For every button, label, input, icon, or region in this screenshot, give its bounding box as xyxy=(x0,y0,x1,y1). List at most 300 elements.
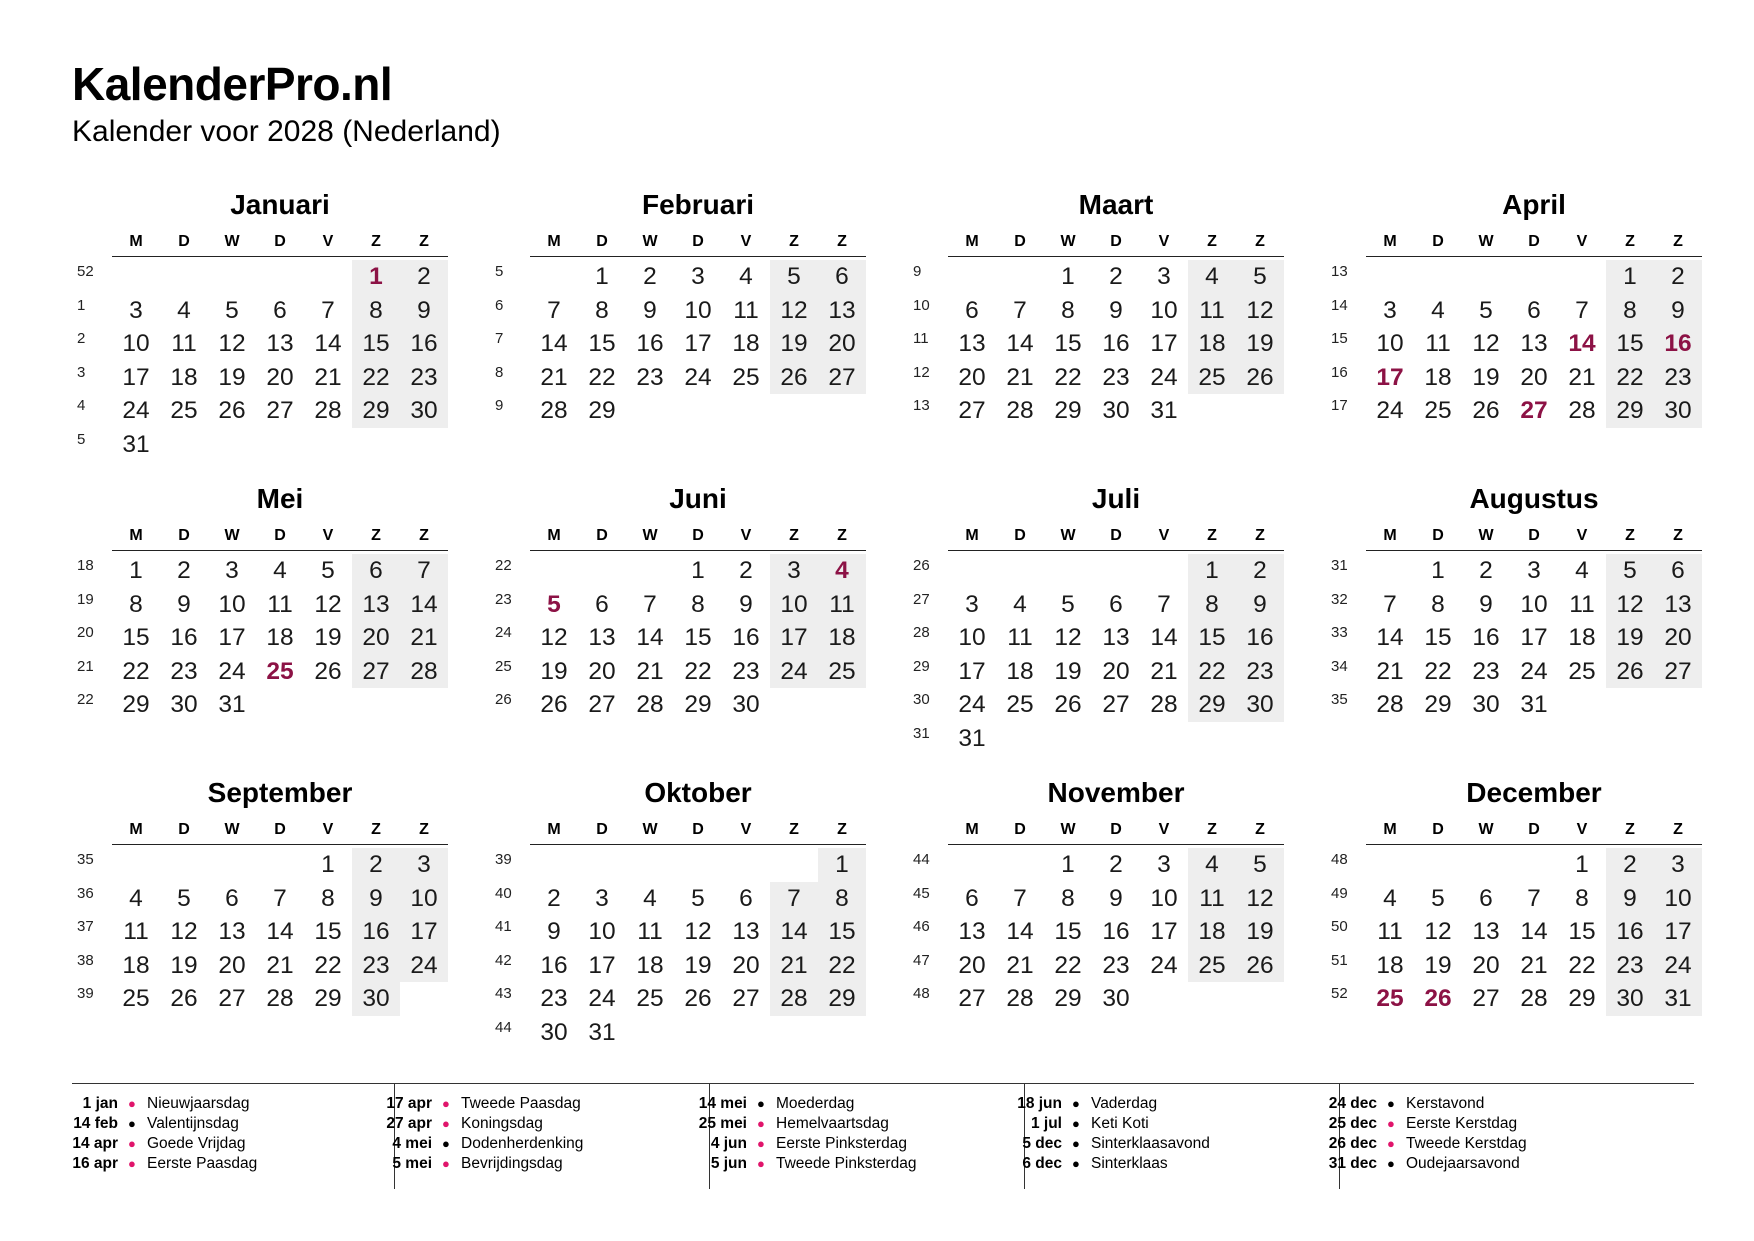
weekday-header: M xyxy=(1383,233,1397,250)
week-number: 46 xyxy=(913,918,930,936)
day-cell: 29 xyxy=(1616,397,1644,425)
weekday-underline xyxy=(530,844,866,845)
week-number: 39 xyxy=(77,985,94,1003)
day-cell: 27 xyxy=(828,363,856,391)
day-cell: 16 xyxy=(170,624,198,652)
day-cell: 24 xyxy=(588,985,616,1013)
day-cell: 18 xyxy=(1568,624,1596,652)
day-cell: 10 xyxy=(1664,884,1692,912)
holiday-dot-icon: ● xyxy=(1387,1156,1395,1171)
day-cell: 22 xyxy=(1054,951,1082,979)
weekday-header: M xyxy=(547,821,561,838)
weekday-header: D xyxy=(692,527,704,544)
week-number: 4 xyxy=(77,397,86,415)
day-cell: 7 xyxy=(547,296,561,324)
weekday-underline xyxy=(948,256,1284,257)
day-cell: 28 xyxy=(1006,985,1034,1013)
day-cell: 10 xyxy=(1376,330,1404,358)
holiday-date: 4 jun xyxy=(710,1135,747,1152)
month-title: Maart xyxy=(1078,189,1154,220)
day-cell: 31 xyxy=(1150,397,1178,425)
week-number: 8 xyxy=(495,363,504,381)
day-cell: 25 xyxy=(636,985,664,1013)
day-cell: 17 xyxy=(1664,918,1692,946)
week-number: 22 xyxy=(77,691,94,709)
holiday-name: Oudejaarsavond xyxy=(1406,1155,1520,1172)
weekday-header: D xyxy=(692,233,704,250)
day-cell: 1 xyxy=(1575,851,1589,878)
day-cell: 8 xyxy=(1623,296,1637,324)
day-cell: 21 xyxy=(266,951,294,979)
day-cell: 25 xyxy=(828,657,856,685)
week-number: 11 xyxy=(913,330,929,348)
weekday-header: D xyxy=(692,821,704,838)
holiday-name: Tweede Kerstdag xyxy=(1406,1135,1527,1152)
day-cell: 10 xyxy=(780,590,808,618)
holiday-day: 27 xyxy=(1520,397,1548,425)
day-cell: 28 xyxy=(780,985,808,1013)
day-cell: 24 xyxy=(1664,951,1692,979)
day-cell: 31 xyxy=(122,431,150,458)
day-cell: 30 xyxy=(1102,397,1130,425)
day-cell: 2 xyxy=(1109,851,1123,878)
day-cell: 14 xyxy=(1150,624,1178,652)
day-cell: 4 xyxy=(739,263,753,290)
day-cell: 12 xyxy=(684,918,712,946)
day-cell: 22 xyxy=(1198,657,1226,685)
day-cell: 9 xyxy=(1623,884,1637,912)
day-cell: 6 xyxy=(1671,557,1685,584)
day-cell: 8 xyxy=(1061,884,1075,912)
day-cell: 28 xyxy=(1520,985,1548,1013)
day-cell: 3 xyxy=(965,590,979,618)
day-cell: 12 xyxy=(1246,884,1274,912)
day-cell: 22 xyxy=(828,951,856,979)
day-cell: 13 xyxy=(828,296,856,324)
day-cell: 13 xyxy=(1664,590,1692,618)
day-cell: 12 xyxy=(1054,624,1082,652)
weekday-header: W xyxy=(1060,527,1076,544)
day-cell: 11 xyxy=(829,590,855,618)
day-cell: 11 xyxy=(637,918,663,946)
day-cell: 18 xyxy=(1198,330,1226,358)
day-cell: 12 xyxy=(314,590,342,618)
day-cell: 18 xyxy=(122,951,150,979)
day-cell: 19 xyxy=(1472,363,1500,391)
day-cell: 13 xyxy=(1472,918,1500,946)
holiday-row xyxy=(1299,1094,1599,1114)
official-holiday-dot-icon: ● xyxy=(442,1096,450,1111)
day-cell: 10 xyxy=(958,624,986,652)
week-number: 25 xyxy=(495,657,512,675)
day-cell: 15 xyxy=(684,624,712,652)
day-cell: 20 xyxy=(1472,951,1500,979)
day-cell: 1 xyxy=(1061,263,1075,290)
day-cell: 31 xyxy=(1664,985,1692,1013)
holiday-row xyxy=(669,1094,969,1114)
day-cell: 7 xyxy=(643,590,657,618)
holiday-name: Eerste Pinksterdag xyxy=(776,1135,907,1152)
day-cell: 22 xyxy=(1424,657,1452,685)
day-cell: 12 xyxy=(780,296,808,324)
holiday-date: 16 apr xyxy=(72,1155,118,1172)
day-cell: 16 xyxy=(410,330,438,358)
week-number: 48 xyxy=(913,985,930,1003)
day-cell: 17 xyxy=(410,918,438,946)
day-cell: 24 xyxy=(410,951,438,979)
week-number: 19 xyxy=(77,590,94,608)
day-cell: 1 xyxy=(595,263,609,290)
day-cell: 7 xyxy=(1383,590,1397,618)
day-cell: 26 xyxy=(780,363,808,391)
day-cell: 29 xyxy=(362,397,390,425)
day-cell: 1 xyxy=(691,557,705,584)
day-cell: 31 xyxy=(218,691,246,719)
week-number: 27 xyxy=(913,590,930,608)
week-number: 36 xyxy=(77,884,94,902)
day-cell: 8 xyxy=(835,884,849,912)
month-januari xyxy=(72,188,438,468)
day-cell: 21 xyxy=(1006,951,1034,979)
holiday-date: 25 mei xyxy=(698,1115,747,1132)
holiday-dot-icon: ● xyxy=(1387,1096,1395,1111)
day-cell: 15 xyxy=(1054,918,1082,946)
day-cell: 17 xyxy=(780,624,808,652)
weekday-header: M xyxy=(965,527,979,544)
day-cell: 27 xyxy=(588,691,616,719)
holiday-row xyxy=(354,1134,654,1154)
day-cell: 26 xyxy=(314,657,342,685)
weekday-header: M xyxy=(129,527,143,544)
holiday-day: 17 xyxy=(1376,363,1404,391)
week-number: 45 xyxy=(913,884,930,902)
day-cell: 24 xyxy=(1376,397,1404,425)
day-cell: 23 xyxy=(540,985,568,1013)
holiday-name: Goede Vrijdag xyxy=(147,1135,246,1152)
week-number: 1 xyxy=(77,296,86,314)
day-cell: 14 xyxy=(1006,330,1034,358)
day-cell: 25 xyxy=(122,985,150,1013)
day-cell: 31 xyxy=(1520,691,1548,719)
day-cell: 30 xyxy=(1472,691,1500,719)
day-cell: 14 xyxy=(410,590,438,618)
day-cell: 27 xyxy=(218,985,246,1013)
day-cell: 9 xyxy=(1671,296,1685,324)
day-cell: 14 xyxy=(266,918,294,946)
day-cell: 13 xyxy=(218,918,246,946)
day-cell: 21 xyxy=(780,951,808,979)
day-cell: 18 xyxy=(266,624,294,652)
day-cell: 7 xyxy=(273,884,287,912)
day-cell: 5 xyxy=(787,263,801,290)
day-cell: 28 xyxy=(314,397,342,425)
month-title: December xyxy=(1466,777,1602,808)
day-cell: 4 xyxy=(1575,557,1589,584)
week-number: 26 xyxy=(495,691,512,709)
day-cell: 11 xyxy=(267,590,293,618)
day-cell: 18 xyxy=(1198,918,1226,946)
day-cell: 9 xyxy=(369,884,383,912)
day-cell: 25 xyxy=(1424,397,1452,425)
weekday-header: V xyxy=(740,233,752,250)
day-cell: 18 xyxy=(828,624,856,652)
day-cell: 6 xyxy=(595,590,609,618)
holiday-day: 26 xyxy=(1424,985,1452,1013)
holiday-date: 26 dec xyxy=(1328,1135,1377,1152)
week-number: 49 xyxy=(1331,884,1348,902)
day-cell: 23 xyxy=(1246,657,1274,685)
day-cell: 13 xyxy=(732,918,760,946)
holiday-dot-icon: ● xyxy=(1072,1116,1080,1131)
day-cell: 26 xyxy=(1472,397,1500,425)
weekday-header: D xyxy=(274,233,286,250)
day-cell: 29 xyxy=(588,397,616,425)
day-cell: 15 xyxy=(1424,624,1452,652)
holiday-name: Eerste Paasdag xyxy=(147,1155,258,1172)
day-cell: 26 xyxy=(1246,363,1274,391)
day-cell: 16 xyxy=(362,918,390,946)
weekday-header: V xyxy=(322,233,334,250)
holiday-date: 5 dec xyxy=(1022,1135,1062,1152)
day-cell: 24 xyxy=(780,657,808,685)
day-cell: 12 xyxy=(1424,918,1452,946)
day-cell: 11 xyxy=(733,296,759,324)
day-cell: 6 xyxy=(835,263,849,290)
day-cell: 9 xyxy=(547,918,561,946)
day-cell: 12 xyxy=(1472,330,1500,358)
day-cell: 28 xyxy=(1006,397,1034,425)
month-title: Juni xyxy=(669,483,727,514)
day-cell: 28 xyxy=(1376,691,1404,719)
weekday-header: D xyxy=(178,233,190,250)
day-cell: 14 xyxy=(1376,624,1404,652)
day-cell: 18 xyxy=(636,951,664,979)
month-title: Oktober xyxy=(644,777,752,808)
week-number: 10 xyxy=(913,296,930,314)
day-cell: 27 xyxy=(732,985,760,1013)
weekday-header: Z xyxy=(371,233,381,250)
day-cell: 1 xyxy=(1623,263,1637,290)
day-cell: 25 xyxy=(170,397,198,425)
day-cell: 27 xyxy=(1664,657,1692,685)
day-cell: 28 xyxy=(410,657,438,685)
day-cell: 27 xyxy=(266,397,294,425)
day-cell: 13 xyxy=(958,918,986,946)
week-number: 50 xyxy=(1331,918,1348,936)
official-holiday-dot-icon: ● xyxy=(1387,1136,1395,1151)
day-cell: 25 xyxy=(1568,657,1596,685)
weekday-underline xyxy=(948,550,1284,551)
day-cell: 26 xyxy=(1054,691,1082,719)
day-cell: 14 xyxy=(1006,918,1034,946)
day-cell: 1 xyxy=(129,557,143,584)
day-cell: 5 xyxy=(1479,296,1493,324)
day-cell: 23 xyxy=(732,657,760,685)
weekday-header: Z xyxy=(1255,821,1265,838)
day-cell: 16 xyxy=(1246,624,1274,652)
day-cell: 28 xyxy=(540,397,568,425)
weekday-header: Z xyxy=(1207,233,1217,250)
day-cell: 17 xyxy=(122,363,150,391)
day-cell: 6 xyxy=(273,296,287,324)
day-cell: 16 xyxy=(1102,918,1130,946)
day-cell: 28 xyxy=(1150,691,1178,719)
month-title: Juli xyxy=(1091,483,1141,514)
holiday-row xyxy=(669,1114,969,1134)
month-september xyxy=(72,776,438,1056)
day-cell: 17 xyxy=(1150,330,1178,358)
week-number: 40 xyxy=(495,884,512,902)
day-cell: 11 xyxy=(1377,918,1403,946)
day-cell: 3 xyxy=(129,296,143,324)
weekday-header: D xyxy=(1014,233,1026,250)
weekday-header: M xyxy=(965,821,979,838)
day-cell: 29 xyxy=(1054,985,1082,1013)
day-cell: 28 xyxy=(636,691,664,719)
day-cell: 2 xyxy=(1479,557,1493,584)
day-cell: 16 xyxy=(1472,624,1500,652)
holiday-day: 14 xyxy=(1568,330,1596,358)
day-cell: 9 xyxy=(739,590,753,618)
official-holiday-dot-icon: ● xyxy=(128,1156,136,1171)
day-cell: 3 xyxy=(225,557,239,584)
day-cell: 2 xyxy=(177,557,191,584)
day-cell: 4 xyxy=(1205,851,1219,878)
day-cell: 20 xyxy=(266,363,294,391)
day-cell: 5 xyxy=(177,884,191,912)
day-cell: 23 xyxy=(1102,363,1130,391)
day-cell: 30 xyxy=(1102,985,1130,1013)
weekday-underline xyxy=(112,844,448,845)
weekday-header: V xyxy=(322,821,334,838)
holiday-name: Moederdag xyxy=(776,1095,855,1112)
weekday-header: Z xyxy=(789,233,799,250)
holiday-name: Koningsdag xyxy=(461,1115,543,1132)
day-cell: 2 xyxy=(369,851,383,878)
weekday-header: D xyxy=(596,527,608,544)
weekday-underline xyxy=(112,550,448,551)
day-cell: 26 xyxy=(1616,657,1644,685)
day-cell: 6 xyxy=(1479,884,1493,912)
day-cell: 17 xyxy=(218,624,246,652)
day-cell: 4 xyxy=(643,884,657,912)
day-cell: 8 xyxy=(1431,590,1445,618)
day-cell: 8 xyxy=(691,590,705,618)
weekday-header: D xyxy=(596,233,608,250)
weekday-header: M xyxy=(1383,527,1397,544)
day-cell: 29 xyxy=(1198,691,1226,719)
day-cell: 8 xyxy=(1061,296,1075,324)
week-number: 20 xyxy=(77,624,94,642)
holiday-date: 24 dec xyxy=(1328,1095,1377,1112)
weekday-header: D xyxy=(1110,821,1122,838)
day-cell: 15 xyxy=(1198,624,1226,652)
day-cell: 22 xyxy=(684,657,712,685)
day-cell: 1 xyxy=(321,851,335,878)
weekday-header: M xyxy=(129,233,143,250)
weekday-header: W xyxy=(224,821,240,838)
holiday-row xyxy=(1299,1134,1599,1154)
weekday-underline xyxy=(530,550,866,551)
day-cell: 30 xyxy=(1246,691,1274,719)
weekday-header: Z xyxy=(837,821,847,838)
weekday-header: D xyxy=(1110,527,1122,544)
day-cell: 18 xyxy=(1376,951,1404,979)
week-number: 6 xyxy=(495,296,504,314)
weekday-header: Z xyxy=(1255,527,1265,544)
holiday-name: Kerstavond xyxy=(1406,1095,1485,1112)
holiday-name: Keti Koti xyxy=(1091,1115,1149,1132)
weekday-header: M xyxy=(1383,821,1397,838)
holiday-name: Eerste Kerstdag xyxy=(1406,1115,1518,1132)
week-number: 39 xyxy=(495,851,512,868)
weekday-header: D xyxy=(274,527,286,544)
day-cell: 7 xyxy=(321,296,335,324)
holiday-day: 4 xyxy=(835,557,849,584)
holiday-day: 25 xyxy=(266,657,294,685)
week-number: 31 xyxy=(913,725,930,742)
day-cell: 29 xyxy=(828,985,856,1013)
calendar-subtitle: Kalender voor 2028 (Nederland) xyxy=(72,115,501,148)
week-number: 51 xyxy=(1331,951,1348,969)
official-holiday-dot-icon: ● xyxy=(1387,1116,1395,1131)
weekday-header: W xyxy=(1060,821,1076,838)
day-cell: 7 xyxy=(1575,296,1589,324)
day-cell: 2 xyxy=(1253,557,1267,584)
week-number: 38 xyxy=(77,951,94,969)
day-cell: 22 xyxy=(362,363,390,391)
day-cell: 10 xyxy=(122,330,150,358)
day-cell: 31 xyxy=(588,1019,616,1046)
month-title: Augustus xyxy=(1469,483,1599,514)
day-cell: 20 xyxy=(1102,657,1130,685)
day-cell: 19 xyxy=(1424,951,1452,979)
day-cell: 20 xyxy=(362,624,390,652)
day-cell: 13 xyxy=(958,330,986,358)
month-title: Januari xyxy=(230,189,330,220)
day-cell: 8 xyxy=(129,590,143,618)
week-number: 12 xyxy=(913,363,930,381)
day-cell: 17 xyxy=(684,330,712,358)
month-juni xyxy=(490,482,856,762)
weekday-header: D xyxy=(596,821,608,838)
holiday-dot-icon: ● xyxy=(757,1096,765,1111)
official-holiday-dot-icon: ● xyxy=(757,1156,765,1171)
weekday-header: D xyxy=(1528,821,1540,838)
weekday-header: V xyxy=(740,527,752,544)
weekday-header: D xyxy=(1528,527,1540,544)
weekday-header: Z xyxy=(1207,527,1217,544)
day-cell: 27 xyxy=(1102,691,1130,719)
day-cell: 5 xyxy=(321,557,335,584)
day-cell: 24 xyxy=(218,657,246,685)
day-cell: 5 xyxy=(225,296,239,324)
day-cell: 14 xyxy=(314,330,342,358)
week-number: 22 xyxy=(495,557,512,574)
day-cell: 19 xyxy=(1054,657,1082,685)
day-cell: 3 xyxy=(691,263,705,290)
day-cell: 23 xyxy=(1472,657,1500,685)
holiday-row xyxy=(984,1114,1284,1134)
week-number: 15 xyxy=(1331,330,1348,348)
day-cell: 11 xyxy=(1425,330,1451,358)
day-cell: 15 xyxy=(1054,330,1082,358)
day-cell: 8 xyxy=(369,296,383,324)
day-cell: 24 xyxy=(958,691,986,719)
month-maart xyxy=(908,188,1274,468)
weekday-underline xyxy=(112,256,448,257)
day-cell: 16 xyxy=(1102,330,1130,358)
